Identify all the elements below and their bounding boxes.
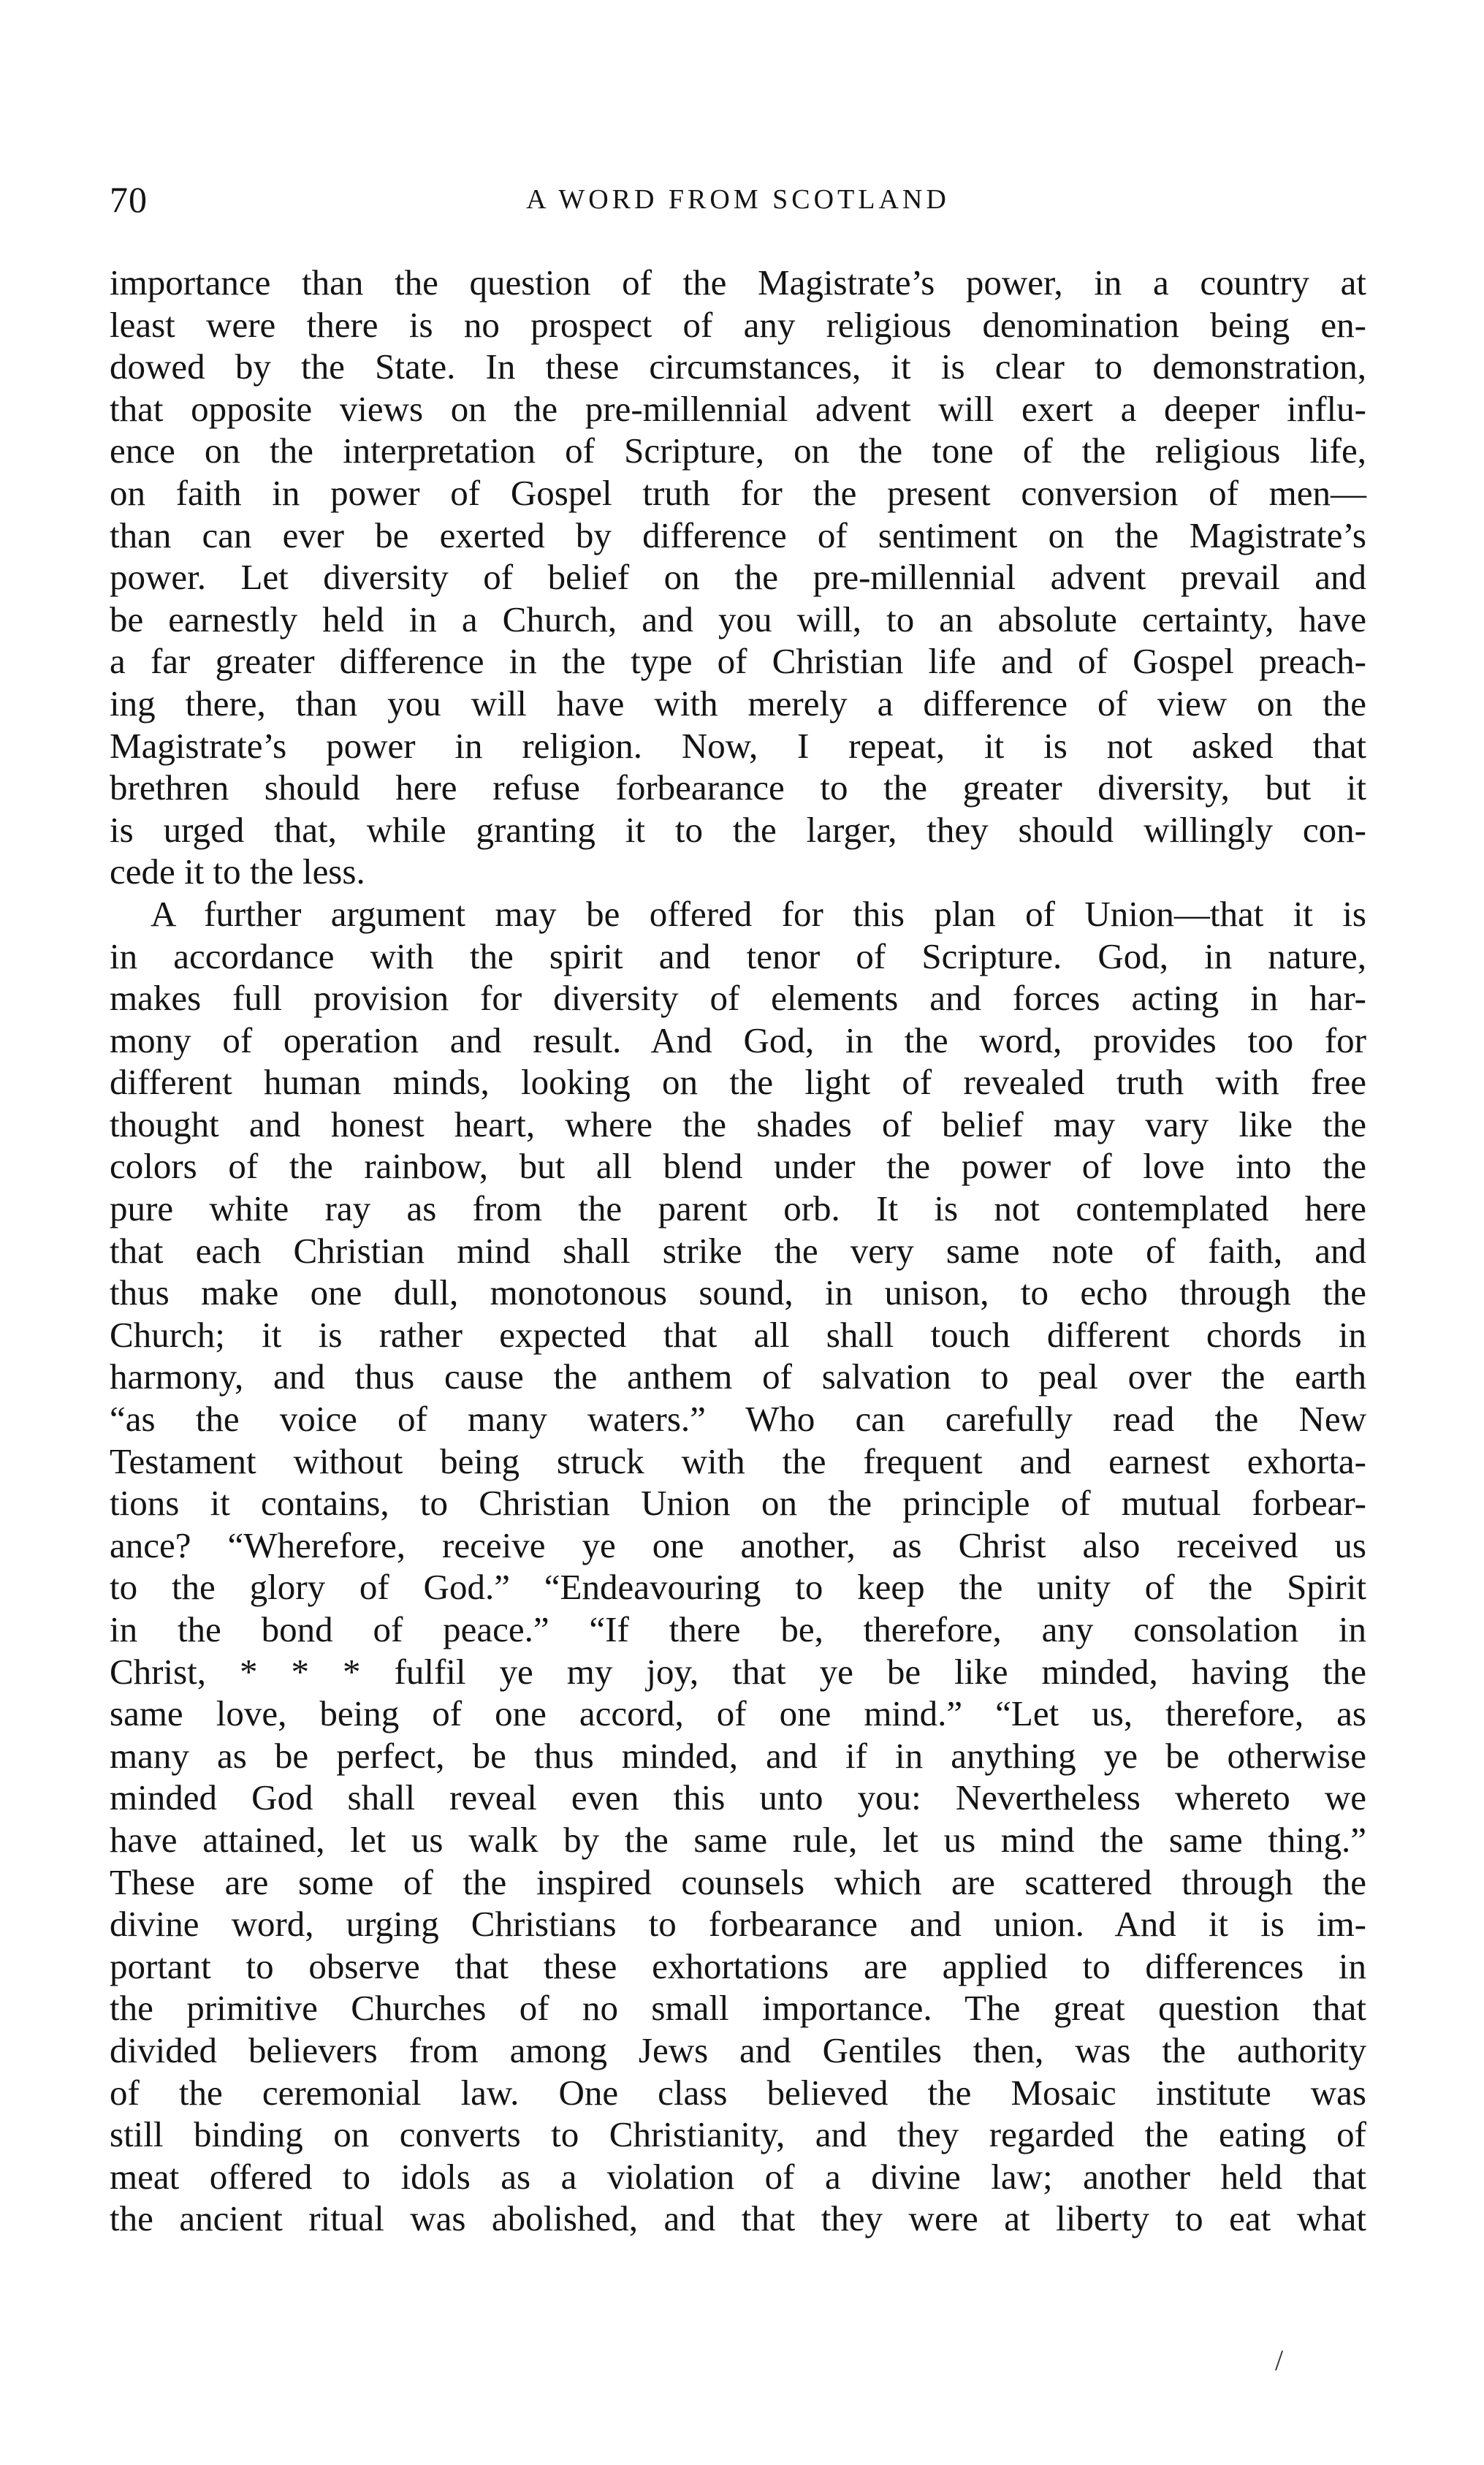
page-number: 70 <box>110 179 148 220</box>
text-line: A further argument may be offered for this plan of Union—that it is <box>151 893 1366 934</box>
text-line: in accordance with the spirit and tenor of Scripture. God, in nature, <box>110 935 1366 976</box>
text-line: harmony, and thus cause the anthem of salvation to peal over the earth <box>110 1356 1366 1397</box>
text-line: importance than the question of the Magistrate’s power, in a country at <box>110 262 1366 303</box>
text-line: on faith in power of Gospel truth for the present conversion of men— <box>110 472 1366 513</box>
text-line: different human minds, looking on the light of revealed truth with free <box>110 1062 1366 1103</box>
text-line: makes full provision for diversity of elements and forces acting in har- <box>110 978 1366 1019</box>
text-line: colors of the rainbow, but all blend under the power of love into the <box>110 1146 1366 1187</box>
text-line: thus make one dull, monotonous sound, in unison, to echo through the <box>110 1272 1366 1313</box>
text-line: dowed by the State. In these circumstances, it is clear to demonstration, <box>110 346 1366 387</box>
running-title: A WORD FROM SCOTLAND <box>526 184 950 215</box>
text-line: many as be perfect, be thus minded, and if in anything ye be otherwise <box>110 1735 1366 1776</box>
text-line: meat offered to idols as a violation of a divine law; another held that <box>110 2156 1366 2197</box>
text-line: least were there is no prospect of any religious denomination being en- <box>110 304 1366 345</box>
text-line: These are some of the inspired counsels which are scattered through the <box>110 1861 1366 1902</box>
text-line: same love, being of one accord, of one mind.” “Let us, therefore, as <box>110 1693 1366 1734</box>
text-line: that each Christian mind shall strike the very same note of faith, and <box>110 1230 1366 1271</box>
stray-mark: / <box>1275 2344 1284 2377</box>
text-line: thought and honest heart, where the shades of belief may vary like the <box>110 1104 1366 1144</box>
text-line: that opposite views on the pre-millennial advent will exert a deeper influ- <box>110 388 1366 429</box>
page-header <box>110 174 1366 225</box>
text-line: than can ever be exerted by difference of sentiment on the Magistrate’s <box>110 514 1366 555</box>
text-line: power. Let diversity of belief on the pre-millennial advent prevail and <box>110 557 1366 598</box>
text-line: the primitive Churches of no small importance. The great question that <box>110 1988 1366 2029</box>
text-line: mony of operation and result. And God, in the word, provides too for <box>110 1019 1366 1060</box>
text-line: ence on the interpretation of Scripture, on the tone of the religious life, <box>110 430 1366 471</box>
text-line: cede it to the less. <box>110 851 365 892</box>
text-line: minded God shall reveal even this unto you: Nevertheless whereto we <box>110 1777 1366 1818</box>
text-line: pure white ray as from the parent orb. It is not contemplated here <box>110 1188 1366 1229</box>
text-line: ance? “Wherefore, receive ye one another, as Christ also received us <box>110 1524 1366 1565</box>
text-line: brethren should here refuse forbearance to the greater diversity, but it <box>110 767 1366 808</box>
text-line: the ancient ritual was abolished, and that they were at liberty to eat what <box>110 2198 1366 2239</box>
text-line: Magistrate’s power in religion. Now, I repeat, it is not asked that <box>110 725 1366 766</box>
text-line: portant to observe that these exhortations are applied to differences in <box>110 1945 1366 1986</box>
text-line: divided believers from among Jews and Gentiles then, was the authority <box>110 2029 1366 2070</box>
text-line: ing there, than you will have with merely a difference of view on the <box>110 683 1366 723</box>
text-line: in the bond of peace.” “If there be, therefore, any consolation in <box>110 1609 1366 1649</box>
text-line: is urged that, while granting it to the larger, they should willingly con- <box>110 809 1366 850</box>
text-line: Christ, * * * fulfil ye my joy, that ye be like minded, having the <box>110 1651 1366 1692</box>
body-text <box>110 262 1366 2240</box>
text-line: divine word, urging Christians to forbearance and union. And it is im- <box>110 1904 1366 1945</box>
text-line: a far greater difference in the type of Christian life and of Gospel preach- <box>110 641 1366 682</box>
text-line: of the ceremonial law. One class believed the Mosaic institute was <box>110 2072 1366 2113</box>
text-line: have attained, let us walk by the same rule, let us mind the same thing.” <box>110 1819 1366 1860</box>
text-line: Testament without being struck with the frequent and earnest exhorta- <box>110 1440 1366 1481</box>
text-line: Church; it is rather expected that all shall touch different chords in <box>110 1314 1366 1355</box>
text-line: tions it contains, to Christian Union on the principle of mutual forbear- <box>110 1483 1366 1524</box>
text-line: be earnestly held in a Church, and you will, to an absolute certainty, have <box>110 599 1366 639</box>
text-line: still binding on converts to Christianity, and they regarded the eating of <box>110 2114 1366 2155</box>
text-line: “as the voice of many waters.” Who can carefully read the New <box>110 1399 1366 1440</box>
text-line: to the glory of God.” “Endeavouring to keep the unity of the Spirit <box>110 1567 1366 1608</box>
